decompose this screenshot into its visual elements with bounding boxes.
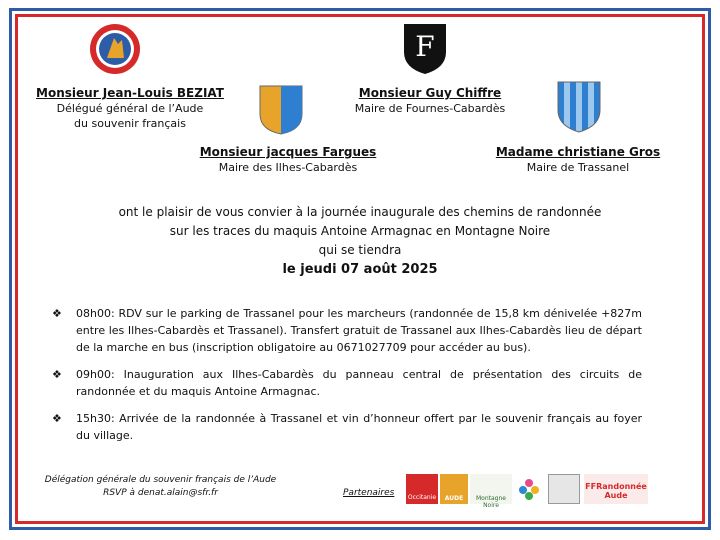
fournes-letter: F [415,30,435,63]
ffrandonnee-logo: FFRandonnée Aude [584,474,648,504]
person-fargues [178,145,398,175]
beziat-title-1: Délégué général de l’Aude [56,102,204,115]
ilhes-shield-icon [258,84,304,136]
program-item [52,366,642,400]
program-list [52,305,642,454]
occitanie-logo: Occitanie [406,474,438,504]
beziat-title-2: du souvenir français [74,117,186,130]
gros-title: Maire de Trassanel [526,161,630,174]
person-beziat [20,86,240,131]
footer-line-1: Délégation générale du souvenir français de l’Aude [44,475,277,485]
invitation-line-3: qui se tiendra [318,243,402,257]
footer-block [38,474,283,500]
montagne-noire-logo: Montagne Noire [470,474,512,504]
club-partner-logo [548,474,580,504]
person-chiffre [320,86,540,116]
aude-logo: AUDE [440,474,468,504]
gros-name: Madame christiane Gros [495,145,661,159]
fargues-name: Monsieur jacques Fargues [199,145,377,159]
invitation-block [60,203,660,279]
diamond-bullet-icon: ❖ [52,368,62,381]
souvenir-francais-logo [86,22,144,76]
beziat-name: Monsieur Jean-Louis BEZIAT [36,86,224,100]
program-item [52,305,642,356]
chiffre-title: Maire de Fournes-Cabardès [354,102,506,115]
colorful-partner-logo [515,476,543,502]
program-item-text: 09h00: Inauguration aux Ilhes-Cabardès du panneau central de présentation des circuits de randonnée et du maquis Antoine Armagnac. [76,368,642,398]
event-date: le jeudi 07 août 2025 [282,262,438,277]
program-item-text: 08h00: RDV sur le parking de Trassanel pour les marcheurs (randonnée de 15,8 km dénivelée +827m entre les Ilhes-Cabardès et Trassanel). Transfert gratuit de Trassanel aux Ilhes-Cabardès lieu de départ de la marche en bus (inscription obligatoire au 0671027709 pour accéder au bus). [76,307,642,354]
diamond-bullet-icon: ❖ [52,307,62,320]
program-item [52,410,642,444]
trassanel-shield-icon [556,80,602,134]
partners-label: Partenaires [343,488,395,498]
program-item-text: 15h30: Arrivée de la randonnée à Trassanel et vin d’honneur offert par le souvenir français au foyer du village. [76,412,642,442]
person-gros [468,145,688,175]
diamond-bullet-icon: ❖ [52,412,62,425]
invitation-line-2: sur les traces du maquis Antoine Armagnac en Montagne Noire [169,224,551,238]
fargues-title: Maire des Ilhes-Cabardès [218,161,358,174]
fournes-f-logo [402,22,448,76]
invitation-line-1: ont le plaisir de vous convier à la journée inaugurale des chemins de randonnée [118,205,602,219]
footer-rsvp[interactable]: RSVP à denat.alain@sfr.fr [103,488,218,498]
chiffre-name: Monsieur Guy Chiffre [358,86,502,100]
